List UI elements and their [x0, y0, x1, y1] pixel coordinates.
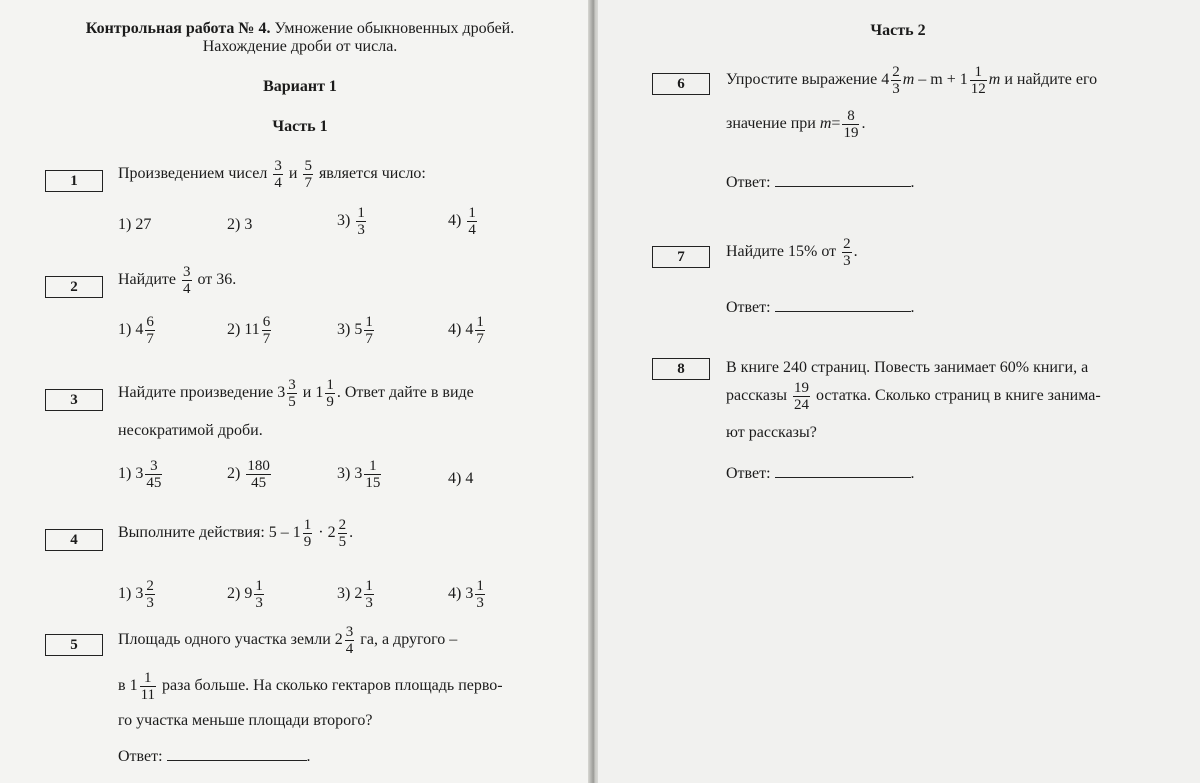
answer-blank[interactable]: [775, 463, 911, 478]
answer-option: 4) 4: [448, 470, 474, 487]
question-8-text: В книге 240 страниц. Повесть занимает 60% книги, а: [726, 359, 1089, 376]
left-page: [0, 0, 590, 783]
question-5-text: Площадь одного участка земли 2 $\frac{3}{4}$ га, а другого –: [118, 624, 458, 657]
question-3-text: Найдите произведение 3 $\frac{3}{5}$ и 1 $\frac{1}{9}$ . Ответ дайте в виде: [118, 377, 474, 410]
worksheet-subtitle: Нахождение дроби от числа.: [202, 38, 398, 55]
question-8-text-line2: рассказы $\frac{19}{24}$ остатка. Сколько страниц в книге занима-: [726, 380, 1101, 413]
question-7-text: Найдите 15% от $\frac{2}{3}$ .: [726, 236, 858, 269]
question-6-text: Упростите выражение 4 $\frac{2}{3}$ m – m + 1 $\frac{1}{12}$ m и найдите его: [726, 64, 1098, 97]
part1-heading: Часть 1: [272, 118, 328, 135]
worksheet-title: Контрольная работа № 4. Умножение обыкновенных дробей.: [85, 20, 515, 37]
variant-heading: Вариант 1: [263, 78, 337, 95]
answer-option: 2) 3: [227, 216, 253, 233]
right-page: [598, 0, 1200, 783]
question-5-text-line3: го участка меньше площади второго?: [118, 712, 373, 729]
answer-option: 3) $\frac{1}{3}$: [337, 205, 365, 238]
answer-option: 1) 3 $\frac{3}{45}$: [118, 458, 162, 491]
question-number-box: 7: [652, 246, 710, 268]
answer-line[interactable]: Ответ: .: [118, 748, 311, 765]
answer-option: 2) 11 $\frac{6}{7}$: [227, 314, 271, 347]
question-1-text: Произведением чисел $\frac{3}{4}$ и $\frac{5}{7}$ является число:: [118, 158, 426, 191]
question-number-box: 2: [45, 276, 103, 298]
answer-option: 3) 3 $\frac{1}{15}$: [337, 458, 381, 491]
question-number-box: 8: [652, 358, 710, 380]
answer-option: 4) 3 $\frac{1}{3}$: [448, 578, 484, 611]
answer-option: 3) 2 $\frac{1}{3}$: [337, 578, 373, 611]
question-6-text-line2: значение при m= $\frac{8}{19}$ .: [726, 108, 866, 141]
answer-option: 1) 4 $\frac{6}{7}$: [118, 314, 154, 347]
answer-option: 1) 27: [118, 216, 152, 233]
question-number-box: 1: [45, 170, 103, 192]
answer-line[interactable]: Ответ: .: [726, 465, 915, 482]
question-number-box: 6: [652, 73, 710, 95]
answer-blank[interactable]: [167, 746, 307, 761]
question-3-text-line2: несократимой дроби.: [118, 422, 263, 439]
fraction: $\frac{5}{7}$: [304, 158, 312, 191]
answer-blank[interactable]: [775, 297, 911, 312]
fraction: $\frac{3}{4}$: [274, 158, 282, 191]
answer-blank[interactable]: [775, 172, 911, 187]
question-number-box: 5: [45, 634, 103, 656]
question-5-text-line2: в 1 $\frac{1}{11}$ раза больше. На сколько гектаров площадь перво-: [118, 670, 503, 703]
answer-option: 2) 9 $\frac{1}{3}$: [227, 578, 263, 611]
answer-option: 3) 5 $\frac{1}{7}$: [337, 314, 373, 347]
question-number-box: 4: [45, 529, 103, 551]
answer-option: 4) 4 $\frac{1}{7}$: [448, 314, 484, 347]
answer-option: 4) $\frac{1}{4}$: [448, 205, 476, 238]
question-4-text: Выполните действия: 5 – 1 $\frac{1}{9}$ · 2 $\frac{2}{5}$ .: [118, 517, 354, 550]
part2-heading: Часть 2: [870, 22, 926, 39]
answer-line[interactable]: Ответ: .: [726, 299, 915, 316]
answer-line[interactable]: Ответ: .: [726, 174, 915, 191]
question-2-text: Найдите $\frac{3}{4}$ от 36.: [118, 264, 237, 297]
question-number-box: 3: [45, 389, 103, 411]
answer-option: 2) $\frac{180}{45}$: [227, 458, 270, 491]
question-8-text-line3: ют рассказы?: [726, 424, 817, 441]
answer-option: 1) 3 $\frac{2}{3}$: [118, 578, 154, 611]
